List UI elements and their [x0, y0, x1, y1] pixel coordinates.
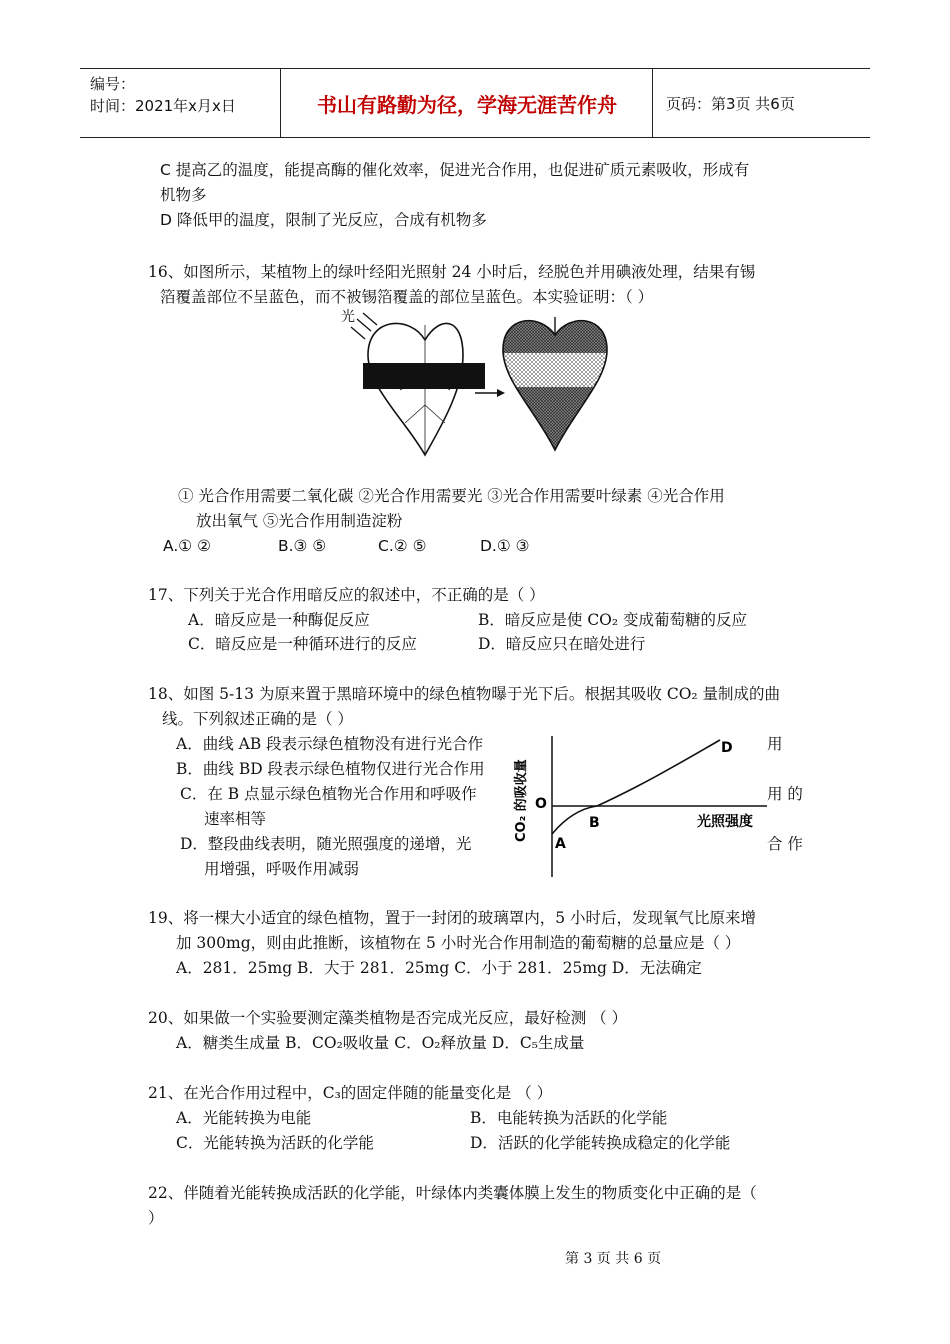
q21-option-c: C．光能转换为活跃的化学能	[176, 1134, 374, 1152]
q16-leaf-figure	[335, 305, 625, 465]
q21-option-b: B．电能转换为活跃的化学能	[470, 1109, 668, 1127]
q16-option-b: B.③ ⑤	[278, 537, 327, 555]
q15-option-c-line2: 机物多	[160, 186, 207, 204]
q18-option-a-tail: 用	[767, 735, 783, 753]
q18-option-c-line1: C．在 B 点显示绿色植物光合作用和呼吸作	[180, 785, 477, 803]
point-b-label: B	[589, 815, 600, 831]
q18-option-a: A．曲线 AB 段表示绿色植物没有进行光合作	[176, 735, 484, 753]
q22-stem-line1: 22、伴随着光能转换成活跃的化学能，叶绿体内类囊体膜上发生的物质变化中正确的是（	[148, 1184, 757, 1202]
header-right-cell	[654, 69, 870, 137]
q20-stem: 20、如果做一个实验要测定藻类植物是否完成光反应，最好检测 （ ）	[148, 1009, 628, 1027]
page-code: 页码：第3页 共6页	[666, 95, 795, 113]
q21-option-d: D．活跃的化学能转换成稳定的化学能	[470, 1134, 731, 1152]
q16-statements-line2: 放出氧气 ⑤光合作用制造淀粉	[196, 512, 403, 530]
q18-option-b: B．曲线 BD 段表示绿色植物仅进行光合作用	[176, 760, 485, 778]
serial-label: 编号：	[90, 75, 136, 93]
q16-option-d: D.① ③	[480, 537, 530, 555]
q17-option-b: B．暗反应是使 CO₂ 变成葡萄糖的反应	[478, 611, 748, 629]
q19-stem-line1: 19、将一棵大小适宜的绿色植物，置于一封闭的玻璃罩内，5 小时后，发现氧气比原来增	[148, 909, 757, 927]
q16-stem-line2: 箔覆盖部位不呈蓝色，而不被锡箔覆盖的部位呈蓝色。本实验证明：（ ）	[160, 288, 654, 306]
q16-stem-line1: 16、如图所示，某植物上的绿叶经阳光照射 24 小时后，经脱色并用碘液处理，结果有锡	[148, 263, 756, 281]
q19-options: A．281．25mg B．大于 281．25mg C．小于 281．25mg D．无法确定	[176, 959, 702, 977]
point-a-label: A	[555, 836, 566, 852]
q21-stem: 21、在光合作用过程中，C₃的固定伴随的能量变化是 （ ）	[148, 1084, 553, 1102]
q18-stem-line1: 18、如图 5-13 为原来置于黑暗环境中的绿色植物曝于光下后。根据其吸收 CO₂ 量制成的曲	[148, 685, 781, 703]
q17-option-c: C．暗反应是一种循环进行的反应	[188, 635, 417, 653]
q16-option-c: C.② ⑤	[378, 537, 427, 555]
page-footer: 第 3 页 共 6 页	[565, 1251, 662, 1267]
q18-co2-curve-figure	[505, 732, 770, 880]
motto: 书山有路勤为径，学海无涯苦作舟	[317, 93, 617, 117]
q21-option-a: A．光能转换为电能	[176, 1109, 312, 1127]
q15-option-c-line1: C 提高乙的温度，能提高酶的催化效率，促进光合作用，也促进矿质元素吸收，形成有	[160, 161, 750, 179]
header-center-cell	[282, 69, 653, 137]
q20-options: A．糖类生成量 B．CO₂吸收量 C．O₂释放量 D．C₅生成量	[176, 1034, 585, 1052]
q17-stem: 17、下列关于光合作用暗反应的叙述中，不正确的是（ ）	[148, 586, 545, 604]
q16-statements-line1: ① 光合作用需要二氧化碳 ②光合作用需要光 ③光合作用需要叶绿素 ④光合作用	[178, 487, 725, 505]
q17-option-a: A．暗反应是一种酶促反应	[188, 611, 370, 629]
q18-stem-line2: 线。下列叙述正确的是（ ）	[162, 710, 353, 728]
q19-stem-line2: 加 300mg，则由此推断，该植物在 5 小时光合作用制造的葡萄糖的总量应是（ ）	[176, 934, 741, 952]
q18-option-c-line2: 速率相等	[204, 810, 267, 828]
q15-option-d: D 降低甲的温度，限制了光反应，合成有机物多	[160, 211, 487, 229]
q18-option-c-tail: 用 的	[767, 785, 803, 803]
header-left-cell	[80, 69, 281, 137]
y-axis-label: CO₂ 的吸收量	[514, 759, 529, 842]
q16-option-a: A.① ②	[163, 537, 211, 555]
light-label: 光	[341, 309, 355, 325]
co2-absorption-curve	[552, 740, 720, 834]
q18-option-d-line1: D．整段曲线表明，随光照强度的递增，光	[180, 835, 472, 853]
q18-option-d-tail: 合 作	[767, 835, 803, 853]
q17-option-d: D．暗反应只在暗处进行	[478, 635, 646, 653]
q22-stem-line2: ）	[148, 1209, 164, 1227]
tin-foil-strip	[363, 363, 485, 389]
x-axis-label: 光照强度	[697, 814, 753, 830]
date-label: 时间：2021年x月x日	[90, 97, 236, 115]
page-header	[80, 68, 870, 138]
arrow-right-icon	[475, 389, 505, 397]
origin-label: O	[535, 796, 547, 812]
point-d-label: D	[721, 740, 733, 756]
q18-option-d-line2: 用增强，呼吸作用减弱	[204, 860, 360, 878]
